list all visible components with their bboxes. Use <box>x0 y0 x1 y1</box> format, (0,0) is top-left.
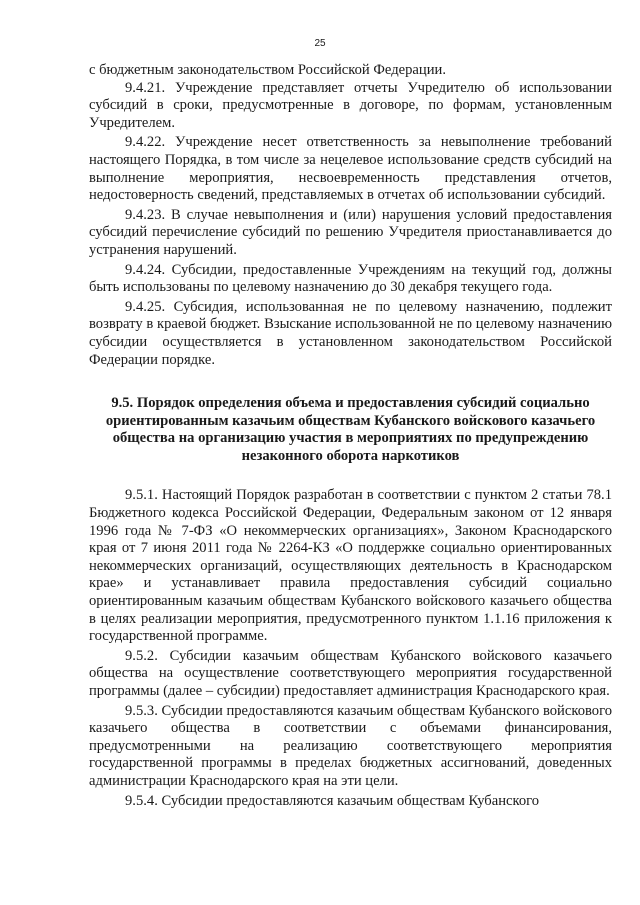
paragraph-9-5-2: 9.5.2. Субсидии казачьим обществам Кубанского войскового казачьего общества на осуществление соответствующего мероприятия государственной программы (далее – субсидии) предоставляет администрация Краснодарского края. <box>89 647 612 699</box>
paragraph-continuation: с бюджетным законодательством Российской Федерации. <box>89 62 446 78</box>
section-heading-9-5: 9.5. Порядок определения объема и предоставления субсидий социально ориентированным казачьим обществам Кубанского войскового казачьего общества на организацию участия в мероприятиях по предупреждению незаконного оборота наркотиков <box>105 395 596 464</box>
paragraph-9-4-21: 9.4.21. Учреждение представляет отчеты Учредителю об использовании субсидий в сроки, предусмотренные в договоре, по формам, установленным Учредителем. <box>89 79 612 131</box>
paragraph-9-4-24: 9.4.24. Субсидии, предоставленные Учреждениям на текущий год, должны быть использованы по целевому назначению до 30 декабря текущего года. <box>89 261 612 296</box>
paragraph-9-5-3: 9.5.3. Субсидии предоставляются казачьим обществам Кубанского войскового казачьего общества в соответствии с объемами финансирования, предусмотренными на реализацию соответствующего мероприятия государственной программы в пределах бюджетных ассигнований, доведенных администрации Краснодарского края на эти цели. <box>89 702 612 789</box>
paragraph-9-4-25: 9.4.25. Субсидия, использованная не по целевому назначению, подлежит возврату в краевой бюджет. Взыскание использованной не по целевому назначению субсидии осуществляется в установленном законодательством Российской Федерации порядке. <box>89 298 612 368</box>
document-body <box>89 62 612 810</box>
paragraph-9-5-4: 9.5.4. Субсидии предоставляются казачьим обществам Кубанского <box>125 792 540 809</box>
paragraph-9-5-1: 9.5.1. Настоящий Порядок разработан в соответствии с пунктом 2 статьи 78.1 Бюджетного кодекса Российской Федерации, Федеральным законом от 12 января 1996 года № 7-ФЗ «О некоммерческих организациях», Законом Краснодарского края от 7 июня 2011 года № 2264-КЗ «О поддержке социально ориентированных некоммерческих организаций, осуществляющих деятельность в Краснодарском крае» и устанавливает правила предоставления субсидий социально ориентированным казачьим обществам Кубанского войскового казачьего общества в целях реализации мероприятия, предусмотренного пунктом 1.1.16 приложения к государственной программе. <box>89 487 612 645</box>
paragraph-9-4-22: 9.4.22. Учреждение несет ответственность за невыполнение требований настоящего Порядка, в том числе за нецелевое использование средств субсидий на выполнение мероприятия, несвоевременность представления отчетов, недостоверность сведений, представляемых в отчетах об использовании субсидий. <box>89 134 612 204</box>
paragraph-9-4-23: 9.4.23. В случае невыполнения и (или) нарушения условий предоставления субсидий перечисление субсидий по решению Учредителя приостанавливается до устранения нарушений. <box>89 206 612 258</box>
page-number: 25 <box>314 38 326 49</box>
